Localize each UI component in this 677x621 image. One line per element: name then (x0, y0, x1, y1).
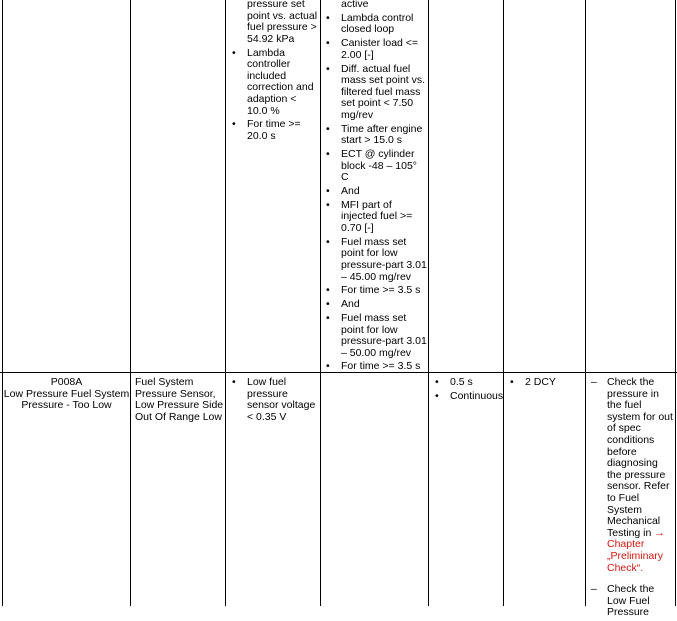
column-divider (428, 0, 429, 606)
list-item: • For time >= 3.5 s (321, 285, 427, 297)
component-cell (135, 377, 224, 423)
list-item: • Low fuel pressure sensor voltage < 0.35 V (227, 377, 319, 423)
column-divider (225, 0, 226, 606)
dtc-description: Low Pressure Fuel System Pressure - Too Low (3, 387, 130, 412)
list-item: • Canister load <= 2.00 [-] (321, 38, 427, 61)
action-item (587, 377, 673, 574)
list-item: • And (321, 299, 427, 311)
dtc-cell (3, 377, 130, 412)
action-text: Check the Low Fuel Pressure (607, 583, 655, 619)
criteria-cell (227, 377, 319, 426)
action-text: Check the pressure in the fuel system for out of spec conditions before diagnosing the pressure sensor. Refer to Fuel System Mechanical Testing in (607, 376, 673, 539)
action-item (587, 584, 673, 619)
list-item: • 0.5 s (430, 377, 502, 389)
list-item: • Lambda controller included correction and adaption < 10.0 % (227, 48, 319, 118)
criteria-list (227, 377, 319, 423)
table-border-left (2, 0, 3, 606)
list-item: • Continuous (430, 391, 502, 403)
chapter-link[interactable]: → Chapter „Preliminary Check“. (607, 526, 665, 574)
time-cell (430, 377, 502, 405)
list-item: • For time >= 20.0 s (227, 119, 319, 142)
list-item: • Lambda control closed loop (321, 13, 427, 36)
list-item: • And (321, 186, 427, 198)
time-list (430, 377, 502, 402)
component-description: Fuel System Pressure Sensor, Low Pressure Side Out Of Range Low (135, 376, 224, 423)
action-cell (587, 377, 673, 621)
action-list (587, 377, 673, 619)
dtc-code: P008A (50, 376, 83, 388)
column-divider (585, 0, 586, 606)
mil-cell (505, 377, 584, 391)
list-item: • 2 DCY (505, 377, 584, 389)
list-item: • MFI part of injected fuel >= 0.70 [-] (321, 200, 427, 235)
list-item: • Diff. actual fuel mass set point vs. filtered fuel mass set point < 7.50 mg/rev (321, 64, 427, 122)
column-divider (503, 0, 504, 606)
mil-list (505, 377, 584, 389)
list-item: • ECT @ cylinder block -48 – 105° C (321, 149, 427, 184)
column-divider (130, 0, 131, 606)
criteria-cell-top (227, 0, 319, 145)
conditions-list (321, 0, 427, 373)
conditions-continuation: active (341, 0, 369, 10)
table-border-right (675, 0, 676, 606)
list-item: • For time >= 3.5 s (321, 361, 427, 373)
criteria-continuation: pressure set point vs. actual fuel pressure > 54.92 kPa (247, 0, 318, 45)
list-item: • Time after engine start > 15.0 s (321, 124, 427, 147)
list-item: • Fuel mass set point for low pressure-part 3.01 – 45.00 mg/rev (321, 237, 427, 283)
criteria-list (227, 0, 319, 143)
list-item: • Fuel mass set point for low pressure-part 3.01 – 50.00 mg/rev (321, 313, 427, 359)
conditions-cell-top (321, 0, 427, 375)
